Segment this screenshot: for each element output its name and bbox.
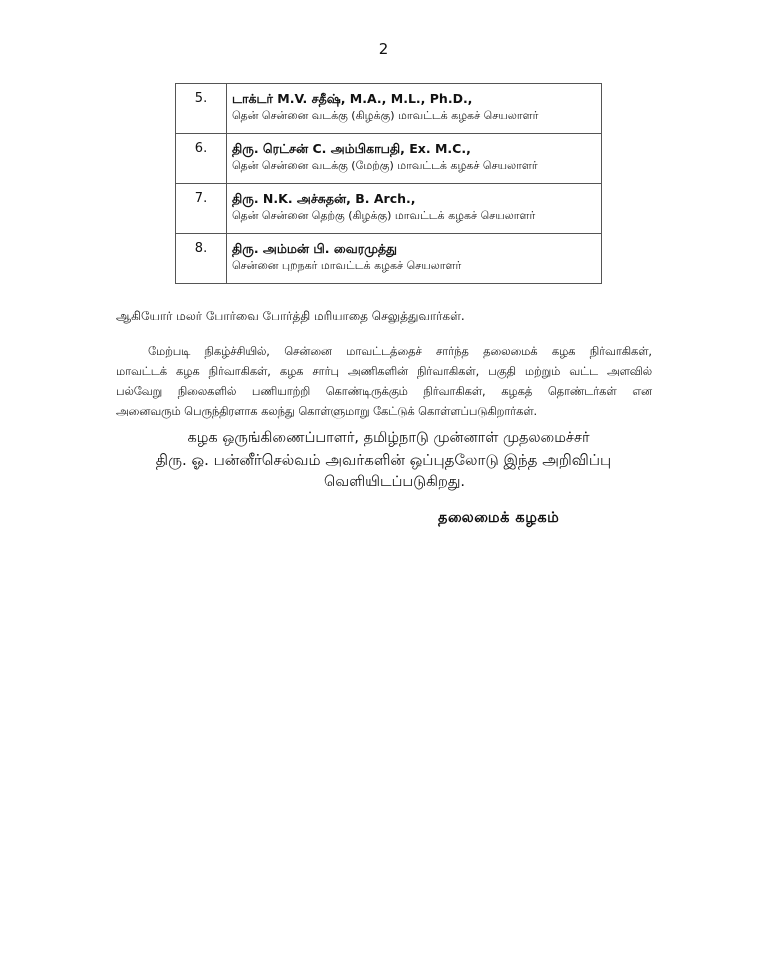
member-name: திரு. N.K. அச்சுதன், B. Arch., bbox=[232, 191, 416, 206]
table-row bbox=[176, 234, 602, 284]
paragraph-line: மேற்படி நிகழ்ச்சியில், சென்னை மாவட்டத்தைச் சார்ந்த தலைமைக் கழக நிர்வாகிகள், bbox=[148, 345, 652, 358]
member-name: திரு. ரெட்சன் C. அம்பிகாபதி, Ex. M.C., bbox=[232, 141, 471, 156]
members-table bbox=[175, 83, 602, 284]
table-row bbox=[176, 84, 602, 134]
announcement-line: வெளியிடப்படுகிறது. bbox=[323, 474, 466, 490]
announcement-line: கழக ஒருங்கிணைப்பாளர், தமிழ்நாடு முன்னாள் முதலமைச்சர் bbox=[187, 430, 590, 446]
table-row bbox=[176, 134, 602, 184]
page-number: 2 bbox=[378, 40, 389, 58]
member-role: தென் சென்னை வடக்கு (கிழக்கு) மாவட்டக் கழகச் செயலாளர் bbox=[232, 109, 539, 122]
body-paragraph bbox=[116, 342, 652, 422]
paragraph-line: மாவட்டக் கழக நிர்வாகிகள், கழக சார்பு அணிகளின் நிர்வாகிகள், பகுதி மற்றும் வட்ட அளவில் bbox=[116, 365, 652, 378]
member-cell bbox=[227, 184, 602, 234]
closing-line: ஆகியோர் மலர் போர்வை போர்த்தி மரியாதை செலுத்துவார்கள். bbox=[116, 309, 465, 323]
announcement bbox=[0, 427, 767, 493]
paragraph-line: பல்வேறு நிலைகளில் பணியாற்றி கொண்டிருக்கும் நிர்வாகிகள், கழகத் தொண்டர்கள் என bbox=[116, 385, 652, 398]
member-role: சென்னை புறநகர் மாவட்டக் கழகச் செயலாளர் bbox=[232, 259, 462, 272]
paragraph-line: அனைவரும் பெருந்திரளாக கலந்து கொள்ளுமாறு கேட்டுக் கொள்ளப்படுகிறார்கள். bbox=[116, 405, 538, 418]
member-cell bbox=[227, 84, 602, 134]
member-role: தென் சென்னை வடக்கு (மேற்கு) மாவட்டக் கழகச் செயலாளர் bbox=[232, 159, 538, 172]
member-cell bbox=[227, 134, 602, 184]
row-number: 6. bbox=[176, 134, 227, 184]
member-name: டாக்டர் M.V. சதீஷ், M.A., M.L., Ph.D., bbox=[232, 91, 473, 106]
member-cell bbox=[227, 234, 602, 284]
signature: தலைமைக் கழகம் bbox=[438, 510, 560, 526]
row-number: 5. bbox=[176, 84, 227, 134]
row-number: 7. bbox=[176, 184, 227, 234]
announcement-line: திரு. ஓ. பன்னீர்செல்வம் அவர்களின் ஒப்புதலோடு இந்த அறிவிப்பு bbox=[155, 451, 612, 469]
row-number: 8. bbox=[176, 234, 227, 284]
member-role: தென் சென்னை தெற்கு (கிழக்கு) மாவட்டக் கழகச் செயலாளர் bbox=[232, 209, 536, 222]
member-name: திரு. அம்மன் பி. வைரமுத்து bbox=[232, 241, 398, 256]
table-row bbox=[176, 184, 602, 234]
